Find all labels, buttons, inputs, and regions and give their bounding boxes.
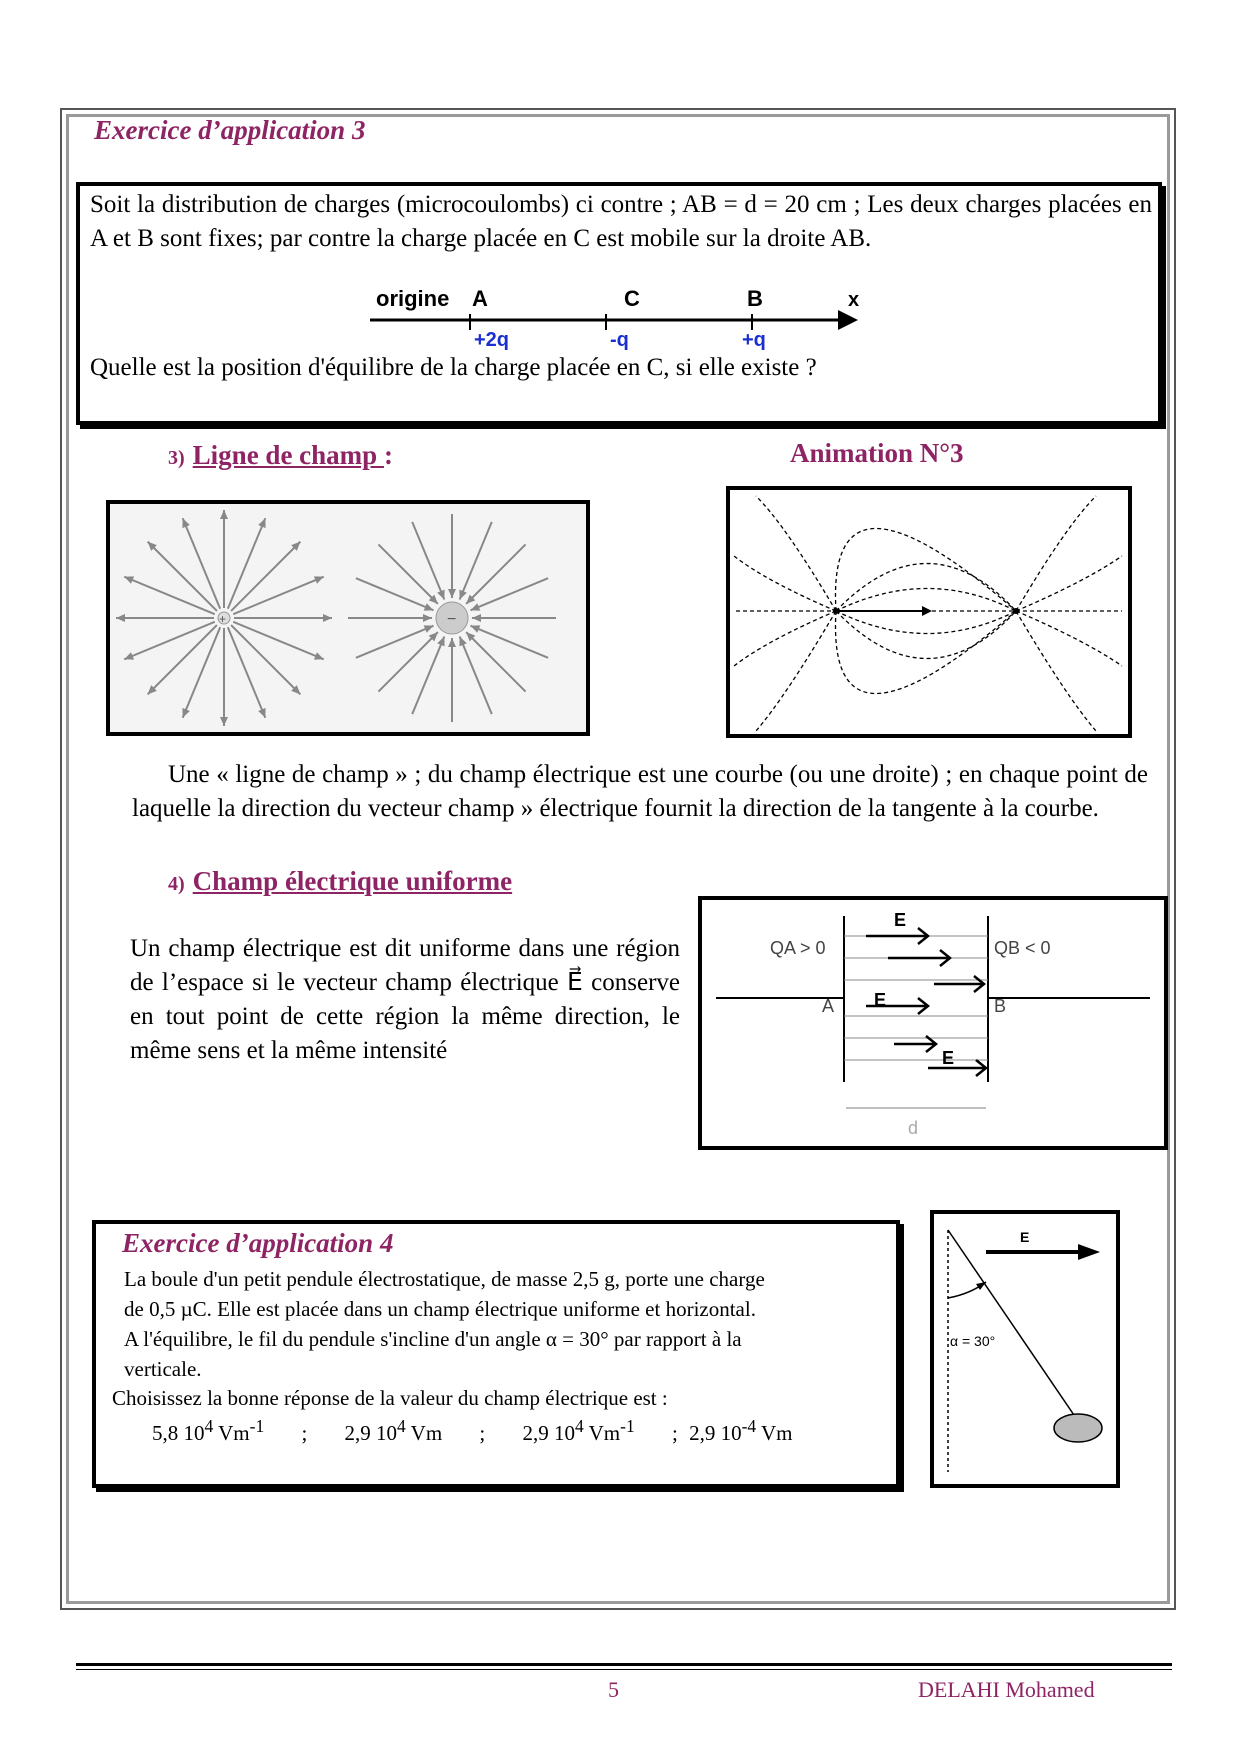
footer-rule [76, 1663, 1172, 1666]
x-axis-arrow [838, 310, 858, 330]
exercise-4-options: 5,8 $10^4$ $Vm^{-1}$ ; 2,9 $10^4$ Vm ; 2,9 $10^4$ $Vm^{-1}$ ; 2,9 $10^{-4}$ Vm [152, 1416, 793, 1445]
label-origin: origine [376, 286, 450, 311]
svg-text:−: − [447, 611, 457, 628]
pendulum-figure [930, 1210, 1120, 1490]
pendulum-label-angle: α = 30° [950, 1333, 996, 1349]
section-4-title: Champ électrique uniforme [192, 866, 513, 896]
footer-rule-thin [76, 1669, 1172, 1670]
radial-field-lines-figure [106, 500, 590, 736]
exercise-3-text: Soit la distribution de charges (microcoulombs) ci contre ; AB = d = 20 cm ; Les deux charges placées en A et B sont fixes; par contre la charge placée en C est mobile sur la droite AB. [90, 191, 1152, 252]
label-a: A [822, 996, 835, 1016]
option-2[interactable]: 2,9 $10^4$ Vm [344, 1416, 443, 1445]
pendulum-ball [1054, 1414, 1102, 1442]
section-3-heading: 3) Ligne de champ : [168, 440, 393, 470]
section-3-number: 3) [168, 447, 185, 469]
label-charge-a: +2q [474, 329, 510, 351]
exercise-4-line: verticale. [124, 1357, 202, 1381]
dipole-field-lines-figure [726, 486, 1132, 738]
page-number: 5 [608, 1677, 619, 1702]
exercise-3-question: Quelle est la position d'équilibre de la charge placée en C, si elle existe ? [90, 354, 817, 381]
section-4-heading [168, 866, 512, 897]
label-axis-x: x [848, 289, 860, 311]
exercise-4-line: de 0,5 µC. Elle est placée dans un champ électrique uniforme et horizontal. [124, 1297, 756, 1321]
label-b: B [994, 996, 1007, 1016]
animation-label: Animation N°3 [790, 438, 964, 468]
label-e-bottom: E [942, 1048, 955, 1068]
uniform-field-figure [698, 896, 1168, 1150]
section-4-text: Un champ électrique est dit uniforme dans une région de l’espace si le vecteur champ électrique E⃗ conserve en tout point de cette région la même direction, le même sens et la même intensité [130, 935, 680, 1064]
exercise-3-title: Exercice d’application 3 [94, 115, 366, 145]
label-point-b: B [747, 286, 763, 311]
exercise-4-line: La boule d'un petit pendule électrostatique, de masse 2,5 g, porte une charge [124, 1267, 765, 1291]
label-qb: QB < 0 [994, 938, 1051, 958]
dipole-charge-2 [1013, 608, 1019, 614]
exercise-4-line: A l'équilibre, le fil du pendule s'incline d'un angle α = 30° par rapport à la [124, 1327, 742, 1351]
option-3[interactable]: 2,9 $10^4$ $Vm^{-1}$ [522, 1416, 635, 1445]
label-charge-b: +q [742, 329, 766, 351]
exercise-4-statement [124, 1264, 894, 1384]
option-4[interactable]: 2,9 $10^{-4}$ Vm [689, 1416, 793, 1445]
charge-distribution-figure [360, 282, 880, 352]
label-d: d [908, 1118, 919, 1138]
option-1[interactable]: 5,8 $10^4$ $Vm^{-1}$ [152, 1416, 265, 1445]
exercise-4-title: Exercice d’application 4 [122, 1228, 394, 1258]
exercise-4-prompt: Choisissez la bonne réponse de la valeur du champ électrique est : [112, 1386, 668, 1410]
svg-text:+: + [219, 612, 227, 626]
label-e-top: E [894, 910, 907, 930]
section-3-title: Ligne de champ [192, 440, 384, 470]
section-4-number: 4) [168, 873, 185, 895]
label-qa: QA > 0 [770, 938, 826, 958]
author-name: DELAHI Mohamed [918, 1677, 1095, 1702]
section-3-text: Une « ligne de champ » ; du champ électrique est une courbe (ou une droite) ; en chaque point de laquelle la direction du vecteur champ » électrique fournit la direction de la tangente à la courbe. [132, 761, 1148, 822]
label-e-mid: E [874, 990, 887, 1010]
pendulum-label-e: E [1020, 1229, 1030, 1245]
label-charge-c: -q [610, 329, 629, 351]
label-point-a: A [472, 286, 488, 311]
label-point-c: C [624, 286, 640, 311]
